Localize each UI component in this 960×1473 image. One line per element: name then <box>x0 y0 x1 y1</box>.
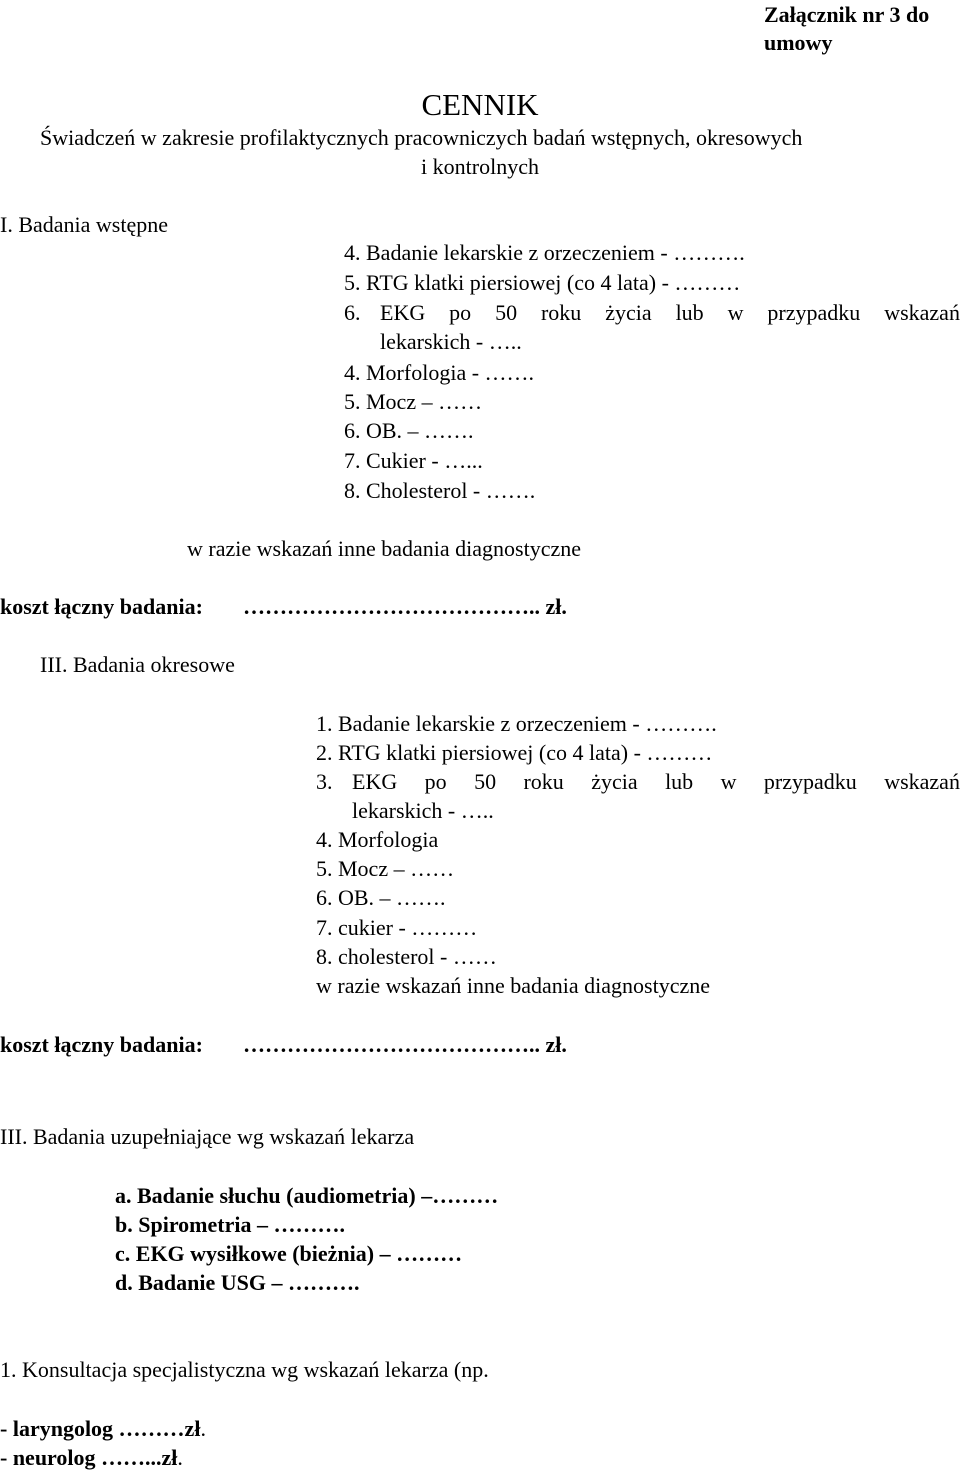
word: po <box>449 300 472 325</box>
section-heading-initial: I. Badania wstępne <box>0 212 168 237</box>
cost-value: ………………………………….. zł. <box>243 1032 567 1057</box>
list-item-justified <box>352 769 960 795</box>
list-item: 5. Mocz – …… <box>316 856 455 881</box>
list-item: 7. Cukier - …... <box>344 448 483 473</box>
word: w <box>720 769 737 794</box>
word: przypadku <box>763 769 857 794</box>
consultation-item <box>0 1445 183 1471</box>
list-item: 1. Badanie lekarskie z orzeczeniem - ………. <box>316 711 717 736</box>
list-item: 4. Morfologia <box>316 827 439 852</box>
word: roku <box>523 769 564 794</box>
list-item: b. Spirometria – ………. <box>115 1212 345 1237</box>
list-item: 6. OB. – ……. <box>316 885 446 910</box>
list-item: 3. <box>316 769 333 794</box>
word: życia <box>591 769 638 794</box>
list-item: c. EKG wysiłkowe (bieżnia) – ……… <box>115 1241 463 1266</box>
page-subtitle-line2: i kontrolnych <box>421 154 539 179</box>
word: 50 <box>474 769 497 794</box>
section-heading-supplementary: III. Badania uzupełniające wg wskazań lekarza <box>0 1124 415 1149</box>
list-item: 5. Mocz – …… <box>344 389 483 414</box>
word: wskazań <box>884 300 960 325</box>
word: przypadku <box>767 300 861 325</box>
word: EKG <box>352 769 398 794</box>
consultation-item-label: - neurolog ……...zł <box>0 1445 178 1470</box>
consultation-item-label: - laryngolog ………zł <box>0 1416 201 1441</box>
section-heading-periodic: III. Badania okresowe <box>40 652 235 677</box>
word: w <box>727 300 744 325</box>
list-item: 4. Badanie lekarskie z orzeczeniem - ………. <box>344 240 745 265</box>
list-item: 8. cholesterol - …… <box>316 944 497 969</box>
consultation-item <box>0 1416 206 1442</box>
word: lub <box>665 769 694 794</box>
note-diagnostics: w razie wskazań inne badania diagnostyczne <box>187 536 581 561</box>
list-item-continuation: lekarskich - ….. <box>352 798 494 823</box>
page-title: CENNIK <box>421 87 539 122</box>
list-item-continuation: lekarskich - ….. <box>380 329 522 354</box>
list-item-justified <box>380 300 960 326</box>
list-item: 6. OB. – ……. <box>344 418 474 443</box>
list-item: 4. Morfologia - ……. <box>344 360 535 385</box>
consultation-line: 1. Konsultacja specjalistyczna wg wskazań lekarza (np. <box>0 1357 489 1382</box>
cost-label: koszt łączny badania: <box>0 1032 203 1057</box>
list-item: 6. <box>344 300 361 325</box>
consultation-item-suffix: . <box>200 1416 206 1441</box>
word: życia <box>605 300 652 325</box>
page-subtitle-line1: Świadczeń w zakresie profilaktycznych pracowniczych badań wstępnych, okresowych <box>40 125 803 150</box>
note-diagnostics: w razie wskazań inne badania diagnostyczne <box>316 973 710 998</box>
word: 50 <box>495 300 518 325</box>
list-item: 8. Cholesterol - ……. <box>344 478 536 503</box>
annex-label-line1: Załącznik nr 3 do <box>764 2 930 27</box>
list-item: a. Badanie słuchu (audiometria) –……… <box>115 1183 499 1208</box>
word: EKG <box>380 300 426 325</box>
list-item: d. Badanie USG – ………. <box>115 1270 360 1295</box>
word: po <box>424 769 447 794</box>
cost-value: ………………………………….. zł. <box>243 594 567 619</box>
cost-label: koszt łączny badania: <box>0 594 203 619</box>
annex-label-line2: umowy <box>764 30 833 55</box>
list-item: 2. RTG klatki piersiowej (co 4 lata) - ……… <box>316 740 713 765</box>
word: roku <box>540 300 582 325</box>
list-item: 7. cukier - ……… <box>316 915 478 940</box>
list-item: 5. RTG klatki piersiowej (co 4 lata) - ……… <box>344 270 741 295</box>
consultation-item-suffix: . <box>177 1445 183 1470</box>
word: lub <box>675 300 704 325</box>
word: wskazań <box>884 769 960 794</box>
